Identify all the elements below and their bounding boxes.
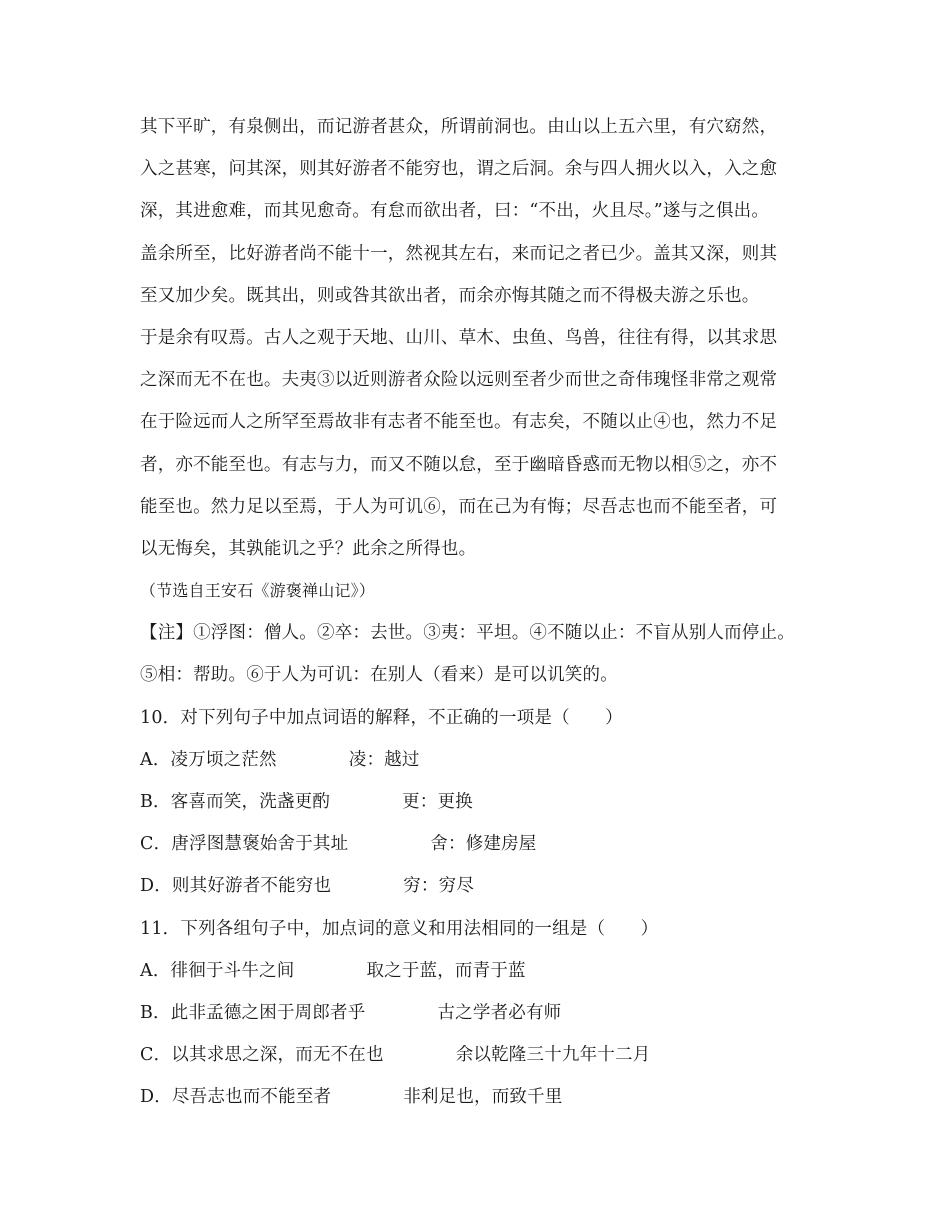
passage-line: 以无悔矣，其孰能讥之乎？此余之所得也。 bbox=[140, 538, 477, 559]
question-option bbox=[140, 1034, 840, 1076]
question-option bbox=[140, 823, 840, 865]
option-sentence: A．凌万顷之茫然 bbox=[140, 749, 277, 770]
question-option bbox=[140, 992, 840, 1034]
question-option bbox=[140, 865, 840, 907]
option-explanation: 舍：修建房屋 bbox=[430, 834, 537, 855]
document-page bbox=[140, 106, 840, 1119]
option-compare: 非利足也，而致千里 bbox=[403, 1087, 563, 1108]
question-option bbox=[140, 1076, 840, 1118]
passage-line: 在于险远而人之所罕至焉故非有志者不能至也。有志矣，不随以止④也，然力不足 bbox=[140, 412, 778, 433]
question-option bbox=[140, 950, 840, 992]
option-sentence: C．唐浮图慧褒始舍于其址 bbox=[140, 834, 349, 855]
option-sentence: C．以其求思之深，而无不在也 bbox=[140, 1045, 384, 1066]
annotation-notes bbox=[140, 612, 840, 696]
passage-line: 其下平旷，有泉侧出，而记游者甚众，所谓前洞也。由山以上五六里，有穴窈然， bbox=[140, 117, 778, 137]
question-11 bbox=[140, 908, 840, 1119]
passage-source: （节选自王安石《游褒禅山记》） bbox=[140, 581, 376, 601]
option-compare: 取之于蓝，而青于蓝 bbox=[366, 960, 526, 981]
passage-line: 入之甚寒，问其深，则其好游者不能穷也，谓之后洞。余与四人拥火以入，入之愈 bbox=[140, 159, 778, 180]
option-sentence: D．则其好游者不能穷也 bbox=[140, 876, 332, 897]
note-line: 【注】①浮图：僧人。②卒：去世。③夷：平坦。④不随以止：不盲从别人而停止。 bbox=[140, 623, 795, 644]
passage-line: 者，亦不能至也。有志与力，而又不随以怠，至于幽暗昏惑而无物以相⑤之，亦不 bbox=[140, 454, 778, 475]
passage-line: 深，其进愈难，而其见愈奇。有怠而欲出者，曰：“不出，火且尽。”遂与之俱出。 bbox=[140, 201, 770, 222]
question-option bbox=[140, 781, 840, 823]
passage-line: 至又加少矣。既其出，则或咎其欲出者，而余亦悔其随之而不得极夫游之乐也。 bbox=[140, 285, 760, 306]
option-explanation: 凌：越过 bbox=[348, 749, 420, 770]
question-10 bbox=[140, 697, 840, 908]
passage bbox=[140, 106, 840, 612]
option-compare: 余以乾隆三十九年十二月 bbox=[455, 1045, 651, 1066]
option-sentence: B．客喜而笑，洗盏更酌 bbox=[140, 792, 331, 812]
option-explanation: 穷：穷尽 bbox=[403, 876, 475, 897]
passage-line: 于是余有叹焉。古人之观于天地、山川、草木、虫鱼、鸟兽，往往有得，以其求思 bbox=[140, 327, 778, 348]
passage-line: 之深而无不在也。夫夷③以近则游者众险以远则至者少而世之奇伟瑰怪非常之观常 bbox=[140, 370, 778, 391]
option-compare: 古之学者必有师 bbox=[437, 1002, 562, 1023]
question-stem: 10．对下列句子中加点词语的解释，不正确的一项是（ ） bbox=[140, 707, 623, 728]
question-option bbox=[140, 739, 840, 781]
option-sentence: B．此非孟德之困于周郎者乎 bbox=[140, 1002, 366, 1023]
passage-line: 能至也。然力足以至焉，于人为可讥⑥，而在己为有悔；尽吾志也而不能至者，可 bbox=[140, 496, 778, 517]
option-sentence: D．尽吾志也而不能至者 bbox=[140, 1087, 332, 1108]
option-explanation: 更：更换 bbox=[402, 792, 473, 812]
note-line: ⑤相：帮助。⑥于人为可讥：在别人（看来）是可以讥笑的。 bbox=[140, 665, 618, 686]
passage-line: 盖余所至，比好游者尚不能十一，然视其左右，来而记之者已少。盖其又深，则其 bbox=[140, 243, 778, 264]
question-stem: 11．下列各组句子中，加点词的意义和用法相同的一组是（ ） bbox=[140, 918, 659, 939]
option-sentence: A．徘徊于斗牛之间 bbox=[140, 960, 295, 981]
